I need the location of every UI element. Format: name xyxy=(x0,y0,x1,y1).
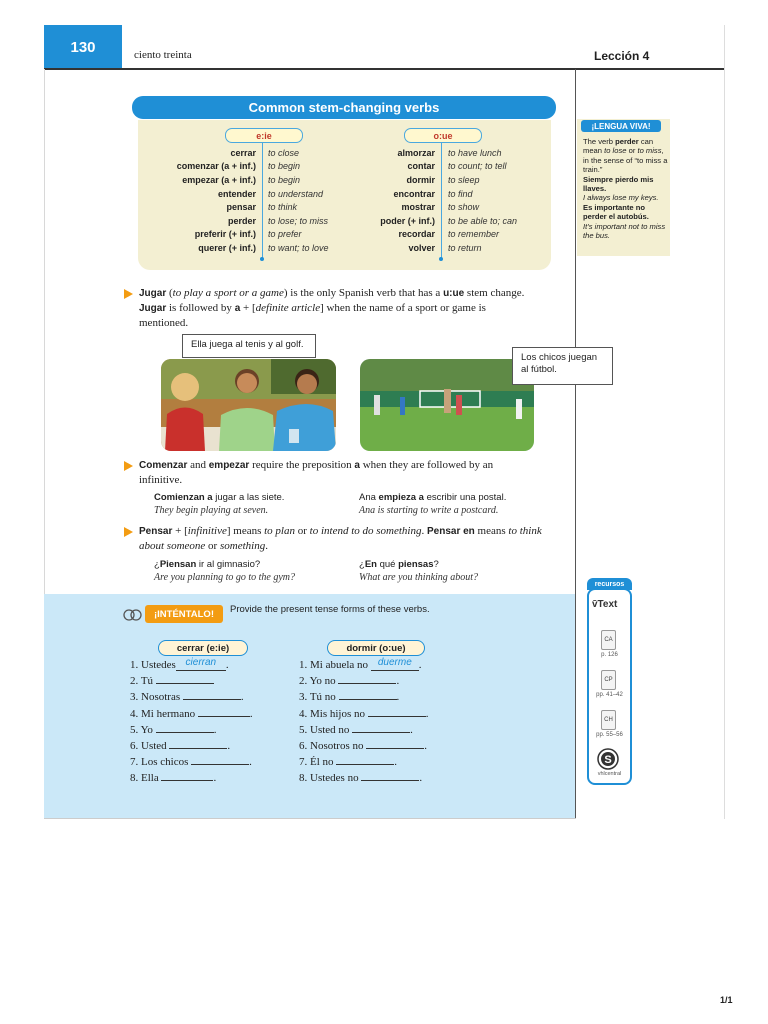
answer-blank[interactable] xyxy=(339,689,397,700)
answer-blank[interactable] xyxy=(361,770,419,781)
speech-bubble-soccer: Los chicos juegan al fútbol. xyxy=(512,347,613,385)
cuaderno-hispano-icon[interactable]: CH xyxy=(601,710,616,730)
list-item: 1. Ustedes cierran . xyxy=(130,657,229,671)
lengua-viva-note: The verb perder can mean to lose or to miss, in the sense of “to miss a train.” xyxy=(583,137,668,175)
bullet-arrow-icon xyxy=(124,289,133,299)
oue-divider xyxy=(441,142,442,258)
eie-divider-dot xyxy=(260,257,264,261)
speech-bubble-tennis: Ella juega al tenis y al golf. xyxy=(182,334,316,358)
example-comienzan-translation: They begin playing at seven. xyxy=(154,505,269,516)
list-item: 3. Tú no . xyxy=(299,691,400,704)
verb-english: to be able to; can xyxy=(448,215,518,226)
verb-spanish: querer (+ inf.) xyxy=(198,242,256,253)
answer-blank[interactable] xyxy=(156,673,214,684)
verb-spanish: cerrar xyxy=(230,147,256,158)
list-item: 2. Tú xyxy=(130,673,253,689)
keyword: u:ue xyxy=(443,288,465,299)
verb-spanish: entender xyxy=(217,188,256,199)
cuaderno-practica-icon[interactable]: CP xyxy=(601,670,616,690)
vhlcentral-link[interactable]: vhlcentral xyxy=(597,771,622,777)
verb-english: to have lunch xyxy=(448,147,502,158)
resource-pages: pp. 41–42 xyxy=(596,692,623,698)
verb-spanish: dormir xyxy=(406,174,435,185)
svg-text:S: S xyxy=(604,754,612,766)
answer-blank[interactable]: cierran xyxy=(176,660,226,671)
example-empieza: Ana empieza a escribir una postal. xyxy=(359,492,507,503)
eie-spanish-list xyxy=(150,146,256,255)
verb-spanish: preferir (+ inf.) xyxy=(194,229,256,240)
practice-icon xyxy=(123,607,143,628)
example-en-que-piensas: ¿En qué piensas? xyxy=(359,559,439,570)
verb-spanish: pensar xyxy=(226,202,256,213)
keyword: Pensar en xyxy=(426,526,475,537)
verb-english: to show xyxy=(448,202,480,213)
bullet-arrow-icon xyxy=(124,527,133,537)
practice-label: ¡INTÉNTALO! xyxy=(145,605,223,623)
oue-label: o:ue xyxy=(404,128,482,143)
verb-english: to think xyxy=(268,202,298,213)
verb-chart-title: Common stem-changing verbs xyxy=(132,96,556,119)
keyword: empezar xyxy=(208,460,250,471)
keyword: a xyxy=(354,460,360,471)
example-en-que-piensas-translation: What are you thinking about? xyxy=(359,572,479,583)
verb-spanish: poder (+ inf.) xyxy=(380,215,435,226)
cerrar-header: cerrar (e:ie) xyxy=(158,640,248,656)
verb-english: to prefer xyxy=(268,229,302,240)
photo-friends xyxy=(161,359,336,451)
dormir-exercise-list xyxy=(299,658,429,787)
keyword: Pensar xyxy=(139,526,173,537)
keyword: Comenzar xyxy=(139,460,188,471)
page-border-right xyxy=(724,25,725,819)
verb-english: to begin xyxy=(268,174,301,185)
comenzar-paragraph: Comenzar and empezar require the preposition a when they are followed by an infinitive. xyxy=(139,459,494,486)
list-item: 4. Mi hermano . xyxy=(130,707,253,720)
answer-blank[interactable] xyxy=(191,754,249,765)
verb-spanish: contar xyxy=(407,161,435,172)
answer-blank[interactable] xyxy=(336,754,394,765)
page-counter: 1/1 xyxy=(720,995,733,1005)
list-item: 6. Usted . xyxy=(130,740,231,753)
lengua-viva-example: Es importante no perder el autobús. xyxy=(583,202,649,222)
verb-english: to close xyxy=(268,147,300,158)
recursos-label: recursos xyxy=(587,578,632,590)
list-item: 7. Él no . xyxy=(299,756,398,769)
verb-spanish: comenzar (a + inf.) xyxy=(176,161,256,172)
jugar-paragraph: Jugar (to play a sport or a game) is the only Spanish verb that has a u:ue stem change. Jugar is followed by a + [definite article] when the name of a sport or game is mentioned. xyxy=(139,287,525,329)
verb-english: to sleep xyxy=(448,174,480,185)
lengua-viva-example-translation: I always lose my keys. xyxy=(583,193,659,203)
list-item: 6. Nosotros no . xyxy=(299,740,427,753)
lengua-viva-text xyxy=(583,137,668,240)
answer-blank[interactable] xyxy=(352,722,410,733)
page-border-bottom xyxy=(44,818,576,819)
resource-pages: p. 126 xyxy=(601,652,618,658)
answer-blank[interactable] xyxy=(161,770,213,781)
pensar-paragraph: Pensar + [infinitive] means to plan or to intend to do something. Pensar en means to think about someone or something. xyxy=(139,525,542,552)
verb-spanish: almorzar xyxy=(397,147,435,158)
example-piensan: ¿Piensan ir al gimnasio? xyxy=(154,559,261,570)
cuaderno-actividades-icon[interactable]: CA xyxy=(601,630,616,650)
lengua-viva-example: Siempre pierdo mis llaves. xyxy=(583,174,654,194)
verb-english: to understand xyxy=(268,188,324,199)
verb-english: to remember xyxy=(448,229,500,240)
answer-blank[interactable] xyxy=(169,738,227,749)
photo-soccer-field xyxy=(360,359,534,451)
oue-english-list xyxy=(448,146,548,255)
answer-blank[interactable]: duerme xyxy=(371,660,419,671)
verb-spanish: empezar (a + inf.) xyxy=(182,174,256,185)
example-piensan-translation: Are you planning to go to the gym? xyxy=(154,572,295,583)
list-item: 4. Mis hijos no . xyxy=(299,707,429,720)
lengua-viva-title: ¡LENGUA VIVA! xyxy=(581,120,661,132)
verb-spanish: encontrar xyxy=(393,188,435,199)
list-item: 3. Nosotras . xyxy=(130,691,244,704)
lengua-viva-example-translation: It’s important not to miss the bus. xyxy=(583,221,666,241)
column-divider xyxy=(575,69,576,819)
list-item: 8. Ustedes no . xyxy=(299,772,423,785)
verb-english: to return xyxy=(448,242,482,253)
header-rule xyxy=(44,68,724,70)
verb-english: to want; to love xyxy=(268,242,329,253)
verb-english: to count; to tell xyxy=(448,161,507,172)
verb-spanish: perder xyxy=(227,215,256,226)
eie-label: e:ie xyxy=(225,128,303,143)
list-item: 7. Los chicos . xyxy=(130,756,252,769)
list-item: 1. Mi abuela no duerme . xyxy=(299,657,422,671)
vtext-link[interactable]: v̄Text xyxy=(592,599,618,610)
answer-blank[interactable] xyxy=(156,722,214,733)
verb-spanish: volver xyxy=(408,242,435,253)
keyword: Jugar xyxy=(139,303,167,314)
verb-spanish: recordar xyxy=(398,229,435,240)
answer-blank[interactable] xyxy=(338,673,396,684)
verb-spanish: mostrar xyxy=(401,202,435,213)
verb-english: to find xyxy=(448,188,473,199)
list-item: 8. Ella . xyxy=(130,772,217,785)
practice-instruction: Provide the present tense forms of these verbs. xyxy=(230,604,430,615)
answer-blank[interactable] xyxy=(183,689,241,700)
eie-divider xyxy=(262,142,263,258)
bullet-arrow-icon xyxy=(124,461,133,471)
list-item: 5. Yo . xyxy=(130,723,217,736)
dormir-header: dormir (o:ue) xyxy=(327,640,425,656)
verb-english: to begin xyxy=(268,161,301,172)
verb-english: to lose; to miss xyxy=(268,215,329,226)
cerrar-exercise-list xyxy=(130,658,253,787)
answer-blank[interactable] xyxy=(368,706,426,717)
list-item: 5. Usted no . xyxy=(299,723,413,736)
keyword: Jugar xyxy=(139,288,167,299)
page-number-words: ciento treinta xyxy=(134,49,192,61)
oue-spanish-list xyxy=(335,146,435,255)
lesson-title: Lección 4 xyxy=(594,49,650,63)
example-comienzan: Comienzan a jugar a las siete. xyxy=(154,492,285,503)
resource-pages: pp. 55–56 xyxy=(596,732,623,738)
page-number: 130 xyxy=(44,25,122,69)
keyword: a xyxy=(234,303,241,314)
answer-blank[interactable] xyxy=(198,706,250,717)
oue-divider-dot xyxy=(439,257,443,261)
list-item: 2. Yo no . xyxy=(299,675,400,688)
answer-blank[interactable] xyxy=(366,738,424,749)
example-empieza-translation: Ana is starting to write a postcard. xyxy=(359,505,499,516)
